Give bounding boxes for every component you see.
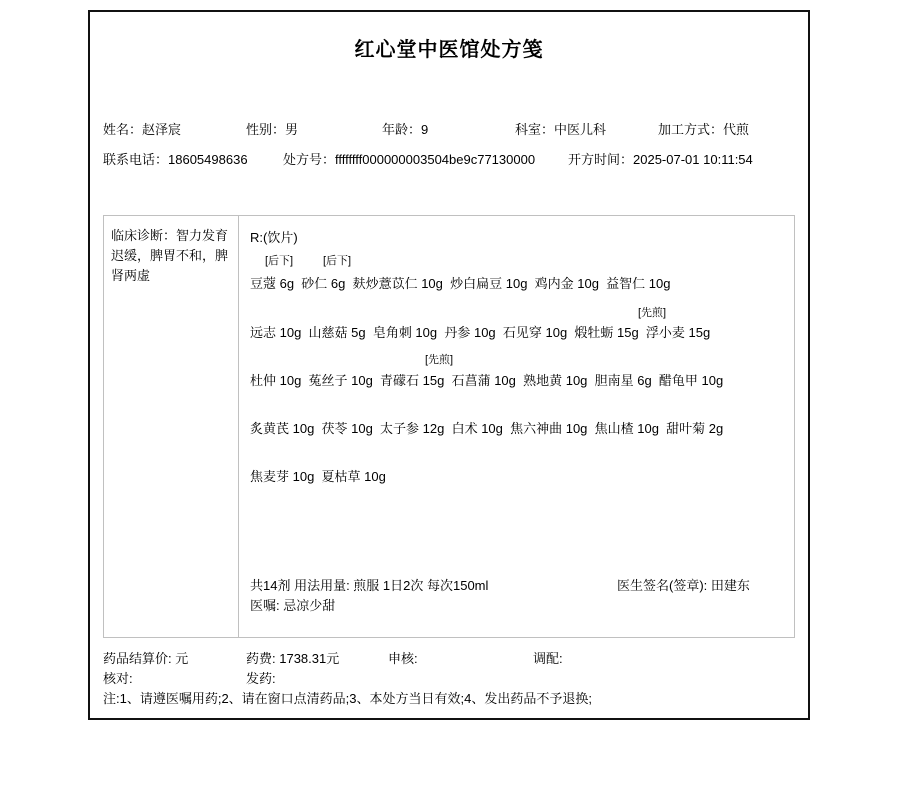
- check-label: 核对:: [103, 671, 133, 686]
- herb-line-2: 远志 10g 山慈菇 5g 皂角刺 10g 丹参 10g 石见穿 10g 煅牡蛎 15g 浮小麦 15g: [250, 325, 711, 340]
- medical-advice: 医嘱: 忌凉少甜: [250, 598, 336, 613]
- processing-method-field: [658, 121, 749, 138]
- phone-label: 联系电话：: [103, 152, 169, 167]
- review-field: [388, 650, 418, 667]
- patient-age-field: [382, 121, 428, 138]
- patient-gender-value: 男: [285, 122, 299, 137]
- decoction-tag-xianjian-1: [先煎]: [638, 307, 667, 319]
- patient-gender-label: 性别：: [246, 122, 286, 137]
- dispense-prep-field: [533, 650, 563, 667]
- issue-medicine-field: [246, 670, 276, 687]
- patient-age-label: 年龄：: [382, 122, 422, 137]
- diagnosis-text: [111, 226, 233, 286]
- diagnosis-rx-divider: [238, 215, 239, 638]
- decoction-tag-houxia-2: [后下]: [323, 255, 352, 267]
- prescription-number-label: 处方号：: [283, 152, 336, 167]
- medicine-fee-value: 1738.31元: [279, 651, 340, 666]
- diagnosis-label: 临床诊断：: [111, 228, 177, 243]
- herb-line-5: 焦麦芽 10g 夏枯草 10g: [250, 469, 386, 484]
- patient-name-label: 姓名：: [103, 122, 143, 137]
- prescription-time-value: 2025-07-01 10:11:54: [633, 152, 753, 167]
- phone-field: [103, 151, 248, 168]
- patient-name-value: 赵泽宸: [142, 122, 182, 137]
- department-value: 中医儿科: [554, 122, 607, 137]
- patient-age-value: 9: [421, 122, 429, 137]
- decoction-tag-houxia-1: [后下]: [265, 255, 294, 267]
- patient-gender-field: [246, 121, 298, 138]
- prescription-number-value: ffffffff000000003504be9c77130000: [335, 152, 536, 167]
- phone-value: 18605498636: [168, 152, 248, 167]
- dosage-summary: 共14剂 用法用量: 煎服 1日2次 每次150ml: [250, 578, 489, 593]
- department-label: 科室：: [515, 122, 555, 137]
- decoction-tag-xianjian-2: [先煎]: [425, 354, 454, 366]
- processing-method-value: 代煎: [723, 122, 750, 137]
- prescription-time-label: 开方时间：: [568, 152, 634, 167]
- herb-line-4: 炙黄芪 10g 茯苓 10g 太子参 12g 白术 10g 焦六神曲 10g 焦山楂 10g 甜叶菊 2g: [250, 421, 724, 436]
- settlement-price-field: [103, 650, 188, 667]
- herb-line-1: 豆蔻 6g 砂仁 6g 麸炒薏苡仁 10g 炒白扁豆 10g 鸡内金 10g 益智仁 10g: [250, 276, 671, 291]
- footer-note: 注:1、请遵医嘱用药;2、请在窗口点清药品;3、本处方当日有效;4、发出药品不予退换;: [103, 691, 592, 706]
- check-field: [103, 670, 133, 687]
- page-title: 红心堂中医馆处方笺: [354, 39, 544, 61]
- rx-header: R:(饮片): [250, 230, 298, 245]
- prescription-number-field: [283, 151, 535, 168]
- diagnosis-value: 智力发育迟缓，脾胃不和，脾肾两虚: [111, 228, 229, 283]
- prescription-time-field: [568, 151, 753, 168]
- medicine-fee-field: [246, 650, 339, 667]
- department-field: [515, 121, 606, 138]
- patient-name-field: [103, 121, 181, 138]
- doctor-signature: [617, 577, 750, 594]
- medicine-fee-label: 药费:: [246, 651, 280, 666]
- issue-medicine-label: 发药:: [246, 671, 276, 686]
- herb-line-3: 杜仲 10g 菟丝子 10g 青礞石 15g 石菖蒲 10g 熟地黄 10g 胆南星 6g 醋龟甲 10g: [250, 373, 724, 388]
- dispense-prep-label: 调配:: [533, 651, 563, 666]
- settlement-price-label: 药品结算价:: [103, 651, 176, 666]
- processing-method-label: 加工方式：: [658, 122, 724, 137]
- settlement-price-value: 元: [175, 651, 189, 666]
- doctor-signature-value: 田建东: [710, 578, 750, 593]
- review-label: 申核:: [388, 651, 418, 666]
- doctor-signature-label: 医生签名(签章):: [617, 578, 711, 593]
